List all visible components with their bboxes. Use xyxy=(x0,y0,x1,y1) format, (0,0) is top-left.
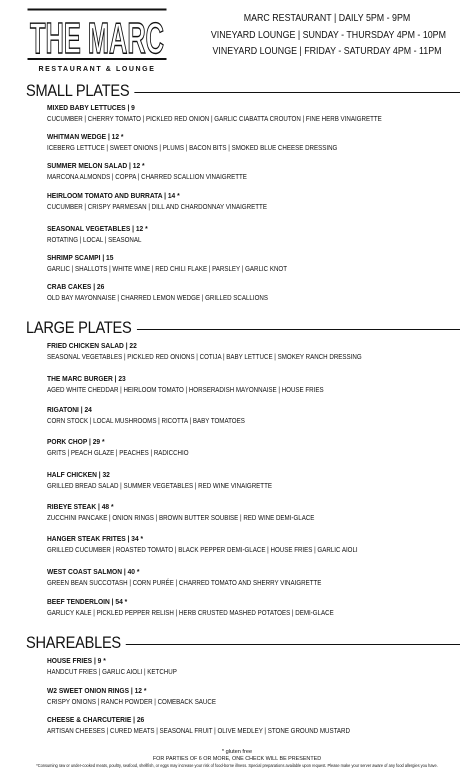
logo-mark xyxy=(27,8,167,64)
menu-item xyxy=(47,405,467,426)
menu-item xyxy=(47,374,467,395)
menu-item xyxy=(47,502,467,523)
section-title: LARGE PLATES xyxy=(26,318,137,338)
item-name: BEEF TENDERLOIN | 54 * xyxy=(47,597,128,606)
item-description: GRITS | PEACH GLAZE | PEACHES | RADICCHIO xyxy=(47,448,189,457)
logo-wordmark: THE MARC xyxy=(30,14,164,63)
hours-lounge-weekday: VINEYARD LOUNGE | SUNDAY - THURSDAY 4PM - 10PM xyxy=(210,29,446,41)
item-description: CUCUMBER | CHERRY TOMATO | PICKLED RED ONION | GARLIC CIABATTA CROUTON | FINE HERB VINAIGRETTE xyxy=(47,114,382,123)
section-title: SMALL PLATES xyxy=(26,81,135,101)
item-description: GARLICY KALE | PICKLED PEPPER RELISH | HERB CRUSTED MASHED POTATOES | DEMI-GLACE xyxy=(47,608,334,617)
party-policy-note: FOR PARTIES OF 6 OR MORE, ONE CHECK WILL BE PRESENTED xyxy=(152,756,322,762)
section-title: SHAREABLES xyxy=(26,633,126,653)
item-description: ROTATING | LOCAL | SEASONAL xyxy=(47,235,142,244)
small-plates-heading xyxy=(26,81,460,101)
item-description: GRILLED BREAD SALAD | SUMMER VEGETABLES | RED WINE VINAIGRETTE xyxy=(47,481,272,490)
item-name: HOUSE FRIES | 9 * xyxy=(47,656,106,665)
menu-item xyxy=(47,341,467,362)
menu-item xyxy=(47,534,467,555)
item-name: WEST COAST SALMON | 40 * xyxy=(47,567,140,576)
item-description: GARLIC | SHALLOTS | WHITE WINE | RED CHILI FLAKE | PARSLEY | GARLIC KNOT xyxy=(47,264,287,273)
item-name: HANGER STEAK FRITES | 34 * xyxy=(47,534,144,543)
item-description: CORN STOCK | LOCAL MUSHROOMS | RICOTTA | BABY TOMATOES xyxy=(47,416,245,425)
hours-block xyxy=(192,11,462,61)
item-name: SUMMER MELON SALAD | 12 * xyxy=(47,161,145,170)
item-name: CHEESE & CHARCUTERIE | 26 xyxy=(47,715,145,724)
item-name: HEIRLOOM TOMATO AND BURRATA | 14 * xyxy=(47,191,180,200)
menu-item xyxy=(47,567,467,588)
menu-item xyxy=(47,470,467,491)
item-description: OLD BAY MAYONNAISE | CHARRED LEMON WEDGE | GRILLED SCALLIONS xyxy=(47,293,268,302)
hours-restaurant: MARC RESTAURANT | DAILY 5PM - 9PM xyxy=(243,13,411,24)
logo-tagline: RESTAURANT & LOUNGE xyxy=(38,66,156,73)
item-description: ZUCCHINI PANCAKE | ONION RINGS | BROWN BUTTER SOUBISE | RED WINE DEMI-GLACE xyxy=(47,513,315,522)
item-description: ICEBERG LETTUCE | SWEET ONIONS | PLUMS | BACON BITS | SMOKED BLUE CHEESE DRESSING xyxy=(47,143,338,152)
menu-item xyxy=(47,656,467,677)
item-description: AGED WHITE CHEDDAR | HEIRLOOM TOMATO | HORSERADISH MAYONNAISE | HOUSE FRIES xyxy=(47,385,324,394)
hours-lounge-weekend: VINEYARD LOUNGE | FRIDAY - SATURDAY 4PM - 11PM xyxy=(212,46,442,58)
menu-item xyxy=(47,103,467,124)
item-name: HALF CHICKEN | 32 xyxy=(47,470,110,479)
menu-item xyxy=(47,253,467,274)
menu-item xyxy=(47,224,467,245)
item-name: SHRIMP SCAMPI | 15 xyxy=(47,253,114,262)
menu-item xyxy=(47,715,467,736)
menu-item xyxy=(47,191,467,212)
item-name: RIBEYE STEAK | 48 * xyxy=(47,502,114,511)
menu-item xyxy=(47,282,467,303)
item-description: GRILLED CUCUMBER | ROASTED TOMATO | BLACK PEPPER DEMI-GLACE | HOUSE FRIES | GARLIC AIOLI xyxy=(47,545,358,554)
menu-item xyxy=(47,437,467,458)
item-name: W2 SWEET ONION RINGS | 12 * xyxy=(47,686,147,695)
gluten-free-note: * gluten free xyxy=(221,749,253,755)
item-description: SEASONAL VEGETABLES | PICKLED RED ONIONS | COTIJA | BABY LETTUCE | SMOKEY RANCH DRESSING xyxy=(47,352,362,361)
item-name: CRAB CAKES | 26 xyxy=(47,282,105,291)
item-name: PORK CHOP | 29 * xyxy=(47,437,105,446)
menu-item xyxy=(47,132,467,153)
item-description: CRISPY ONIONS | RANCH POWDER | COMEBACK SAUCE xyxy=(47,697,216,706)
item-name: FRIED CHICKEN SALAD | 22 xyxy=(47,341,137,350)
item-description: GREEN BEAN SUCCOTASH | CORN PURÉE | CHARRED TOMATO AND SHERRY VINAIGRETTE xyxy=(47,578,322,587)
item-name: RIGATONI | 24 xyxy=(47,405,92,414)
logo xyxy=(27,8,167,73)
item-name: THE MARC BURGER | 23 xyxy=(47,374,126,383)
shareables-heading xyxy=(26,633,460,653)
item-description: ARTISAN CHEESES | CURED MEATS | SEASONAL FRUIT | OLIVE MEDLEY | STONE GROUND MUSTARD xyxy=(47,726,350,735)
item-description: MARCONA ALMONDS | COPPA | CHARRED SCALLION VINAIGRETTE xyxy=(47,172,247,181)
food-safety-disclaimer: *Consuming raw or under-cooked meats, poultry, seafood, shellfish, or eggs may increase your risk of food-borne illness. Special preparations available upon request. Please make your server aware of any food allergies you have. xyxy=(36,763,438,768)
item-name: MIXED BABY LETTUCES | 9 xyxy=(47,103,135,112)
menu-item xyxy=(47,686,467,707)
menu-item xyxy=(47,161,467,182)
item-name: WHITMAN WEDGE | 12 * xyxy=(47,132,124,141)
item-description: HANDCUT FRIES | GARLIC AIOLI | KETCHUP xyxy=(47,667,177,676)
item-name: SEASONAL VEGETABLES | 12 * xyxy=(47,224,148,233)
large-plates-heading xyxy=(26,318,460,338)
item-description: CUCUMBER | CRISPY PARMESAN | DILL AND CHARDONNAY VINAIGRETTE xyxy=(47,202,267,211)
menu-item xyxy=(47,597,467,618)
